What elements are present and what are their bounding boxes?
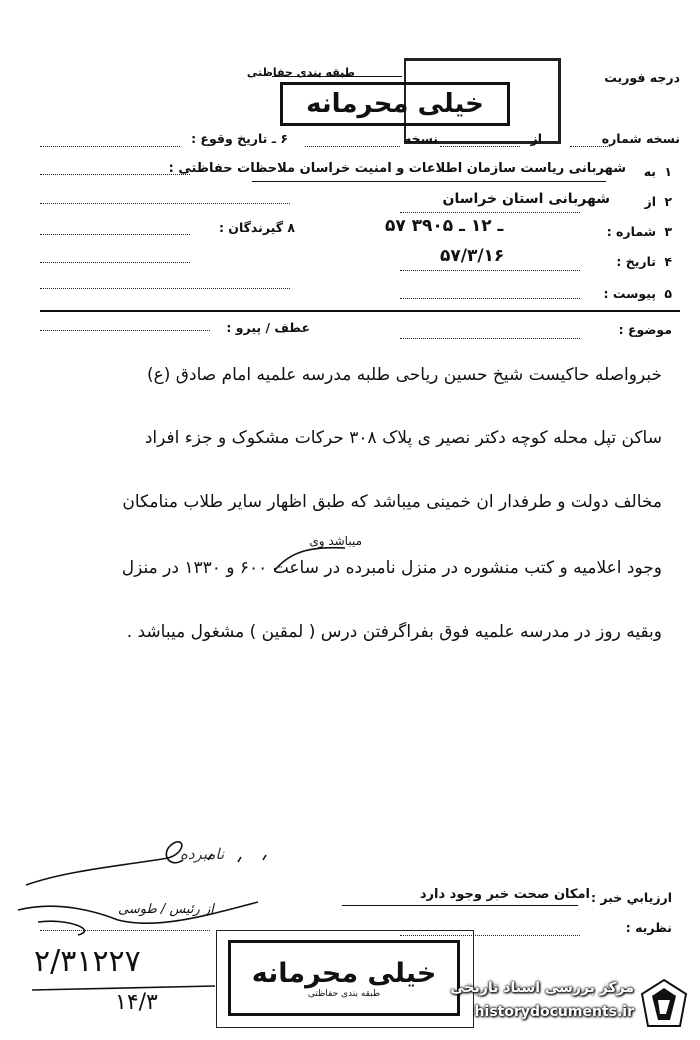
field-5-num: ۵ bbox=[664, 286, 672, 301]
field-5-label: پيوست : bbox=[603, 286, 656, 301]
body-line-4: وجود اعلامیه و کتب منشوره در منزل نامبرده در ساعت ۶۰۰ و ۱۳۳۰ در منزل bbox=[121, 558, 662, 578]
bottom-stamp-text: خیلی محرمانه bbox=[251, 957, 437, 989]
left-dots-5 bbox=[40, 288, 290, 289]
watermark-line2: historydocuments.ir bbox=[474, 1004, 634, 1020]
field-4-label: تاريخ : bbox=[616, 254, 656, 269]
opinion-label: نظريه : bbox=[625, 920, 672, 935]
opinion-left-dots bbox=[40, 930, 210, 931]
watermark-line1: مرکز بررسی اسناد تاریخی bbox=[450, 980, 634, 996]
left-dots-2 bbox=[40, 203, 290, 204]
top-stamp bbox=[280, 82, 510, 126]
field-3-value: ۵۷ ـ ۱۲ ـ ۳۹۰۵ bbox=[385, 216, 504, 236]
body-line-1: خبرواصله حاکیست شیخ حسین ریاحی طلبه مدرسه علمیه امام صادق (ع) bbox=[147, 365, 662, 385]
classification-label: طبقه بندی حفاظتی bbox=[246, 66, 355, 79]
item6-dots bbox=[40, 146, 180, 147]
field-1-label: به bbox=[643, 164, 656, 179]
item6-label: ۶ ـ تاريخ وقوع : bbox=[191, 131, 288, 146]
field-1-underline bbox=[252, 181, 606, 182]
from-label: از bbox=[530, 131, 542, 146]
field-1-num: ۱ bbox=[664, 164, 672, 179]
signature-note-2: از رئیس / طوسی bbox=[118, 902, 214, 917]
field-2-dots bbox=[400, 212, 580, 213]
field-4-dots bbox=[400, 270, 580, 271]
copies-dots bbox=[305, 146, 400, 147]
left-dots-1 bbox=[40, 174, 190, 175]
field-3-num: ۳ bbox=[664, 224, 672, 239]
field-3-label: شماره : bbox=[606, 224, 656, 239]
header-divider bbox=[40, 310, 680, 312]
bottom-stamp-small: طبقه بندی حفاظتی bbox=[307, 988, 381, 999]
evaluation-underline bbox=[342, 905, 578, 906]
left-dots-4 bbox=[40, 262, 190, 263]
watermark bbox=[420, 976, 690, 1032]
field-1-value: شهربانی ریاست سازمان اطلاعات و امنیت خراسان ملاحظات حفاظتی : bbox=[168, 161, 626, 176]
field-2-label: از bbox=[644, 194, 656, 209]
signature-note-1: نامبرده bbox=[180, 845, 225, 863]
ref-dots bbox=[40, 330, 210, 331]
watermark-logo-icon bbox=[640, 978, 688, 1030]
body-annotation: میباشد وی bbox=[309, 534, 362, 548]
classification-line bbox=[272, 76, 402, 77]
field-2-value: شهربانی استان خراسان bbox=[442, 191, 610, 207]
field-4-value: ۵۷/۳/۱۶ bbox=[440, 246, 505, 266]
recipients-dots bbox=[40, 234, 190, 235]
handwritten-small: ۱۴/۳ bbox=[115, 990, 158, 1015]
copies-label: نسخه bbox=[403, 131, 438, 146]
handwritten-number: ۲/۳۱۲۲۷ bbox=[34, 944, 141, 979]
recipients-label: ۸ گيرندگان : bbox=[218, 220, 295, 235]
copy-number-dots bbox=[570, 146, 610, 147]
field-4-num: ۴ bbox=[664, 254, 672, 269]
ref-label: عطف / پيرو : bbox=[226, 320, 310, 335]
from-dots bbox=[440, 146, 520, 147]
top-stamp-text: خیلی محرمانه bbox=[306, 89, 484, 119]
body-line-2: ساکن تپل محله کوچه دکتر نصیر ی پلاک ۳۰۸ حرکات مشکوک و جزء افراد bbox=[144, 428, 662, 448]
priority-label: درجه فوريت bbox=[604, 70, 680, 85]
field-2-num: ۲ bbox=[664, 194, 672, 209]
subject-dots bbox=[400, 338, 580, 339]
body-line-3: مخالف دولت و طرفدار ان خمینی میباشد که طبق اظهار سایر طلاب منامکان bbox=[122, 492, 662, 512]
copy-number-label: نسخه شماره bbox=[601, 131, 680, 146]
body-line-5: وبقیه روز در مدرسه علمیه فوق بفراگرفتن درس ( لمقین ) مشغول میباشد . bbox=[126, 622, 662, 642]
evaluation-value: امکان صحت خبر وجود دارد bbox=[419, 887, 590, 902]
subject-label: موضوع : bbox=[618, 322, 672, 337]
evaluation-label: ارزيابي خبر : bbox=[591, 890, 672, 905]
field-5-dots bbox=[400, 298, 580, 299]
